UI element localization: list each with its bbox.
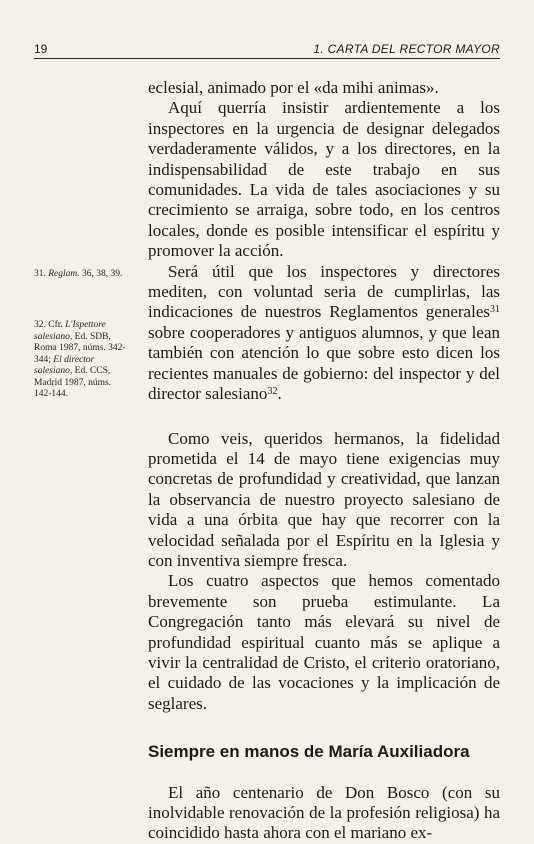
paragraph-gap	[148, 405, 500, 429]
section-heading: Siempre en manos de María Auxiliadora	[148, 742, 470, 762]
footnote-31-work: Reglam.	[48, 269, 80, 279]
paragraph-3: Será útil que los inspectores y directores mediten, con voluntad seria de cumplirlas, las indicaciones de nuestros Reglamentos generales$^{31}$ sobre cooperadores y antiguos alumnos, y que lean también con atención lo que sobre esto dicen los recientes manuales de gobierno: del inspector y del director salesiano$^{32}$.	[148, 261, 500, 404]
footnote-31	[34, 269, 130, 281]
footnote-31-number: 31.	[34, 269, 46, 279]
paragraph-6: El año centenario de Don Bosco (con su inolvidable renovación de la profesión religiosa) ha coincidido hasta ahora con el mariano ex-	[148, 782, 500, 843]
footnote-ref-31[interactable]: 31	[490, 304, 500, 316]
paragraph-5: Los cuatro aspectos que hemos comentado brevemente son prueba estimulante. La Congregación tanto más elevará su nivel de profundidad espiritual cuanto más se aplique a vivir la centralidad de Cristo, el criterio oratoriano, el cuidado de las vocaciones y la implicación de seglares.	[148, 571, 500, 713]
paragraph-1: eclesial, animado por el «da mihi animas».	[148, 78, 439, 97]
footnote-32-number: 32.	[34, 320, 46, 330]
heading-gap	[148, 763, 500, 783]
page-header	[34, 40, 500, 59]
paragraph-4: Como veis, queridos hermanos, la fidelidad prometida el 14 de mayo tiene exigencias muy concretas de profundidad y creatividad, que lanzan la observancia de nuestro proyecto salesiano de vida a una órbita que hay que recorrer con la velocidad señalada por el Espíritu en la Iglesia y con inventiva siempre fresca.	[148, 428, 500, 570]
footnote-32-title-1: L'Ispettore salesiano	[34, 320, 106, 342]
footnote-ref-32[interactable]: 32	[267, 386, 278, 398]
paragraph-2: Aquí querría insistir ardientemente a los inspectores en la urgencia de designar delegados verdaderamente válidos, y a los directores, en la indispensabilidad de este trabajo en sus comunidades. La vida de tales asociaciones y su crecimiento se arraiga, sobre todo, en los centros locales, donde es posible intensificar el espíritu y promover la acción.	[148, 98, 500, 261]
footnote-32-title-2: El director salesiano	[34, 354, 95, 376]
running-title: 1. CARTA DEL RECTOR MAYOR	[313, 42, 500, 56]
footnote-31-refs: 36, 38, 39.	[79, 269, 123, 279]
page-number: 19	[34, 42, 48, 56]
section-gap	[148, 714, 500, 742]
main-text	[148, 78, 500, 844]
footnote-32: 32. Cfr. L'Ispettore salesiano, Ed. SDB, Roma 1987, núms. 342-344; El director salesiano, Ed. CCS, Madrid 1987, núms. 142-144.	[34, 320, 126, 399]
